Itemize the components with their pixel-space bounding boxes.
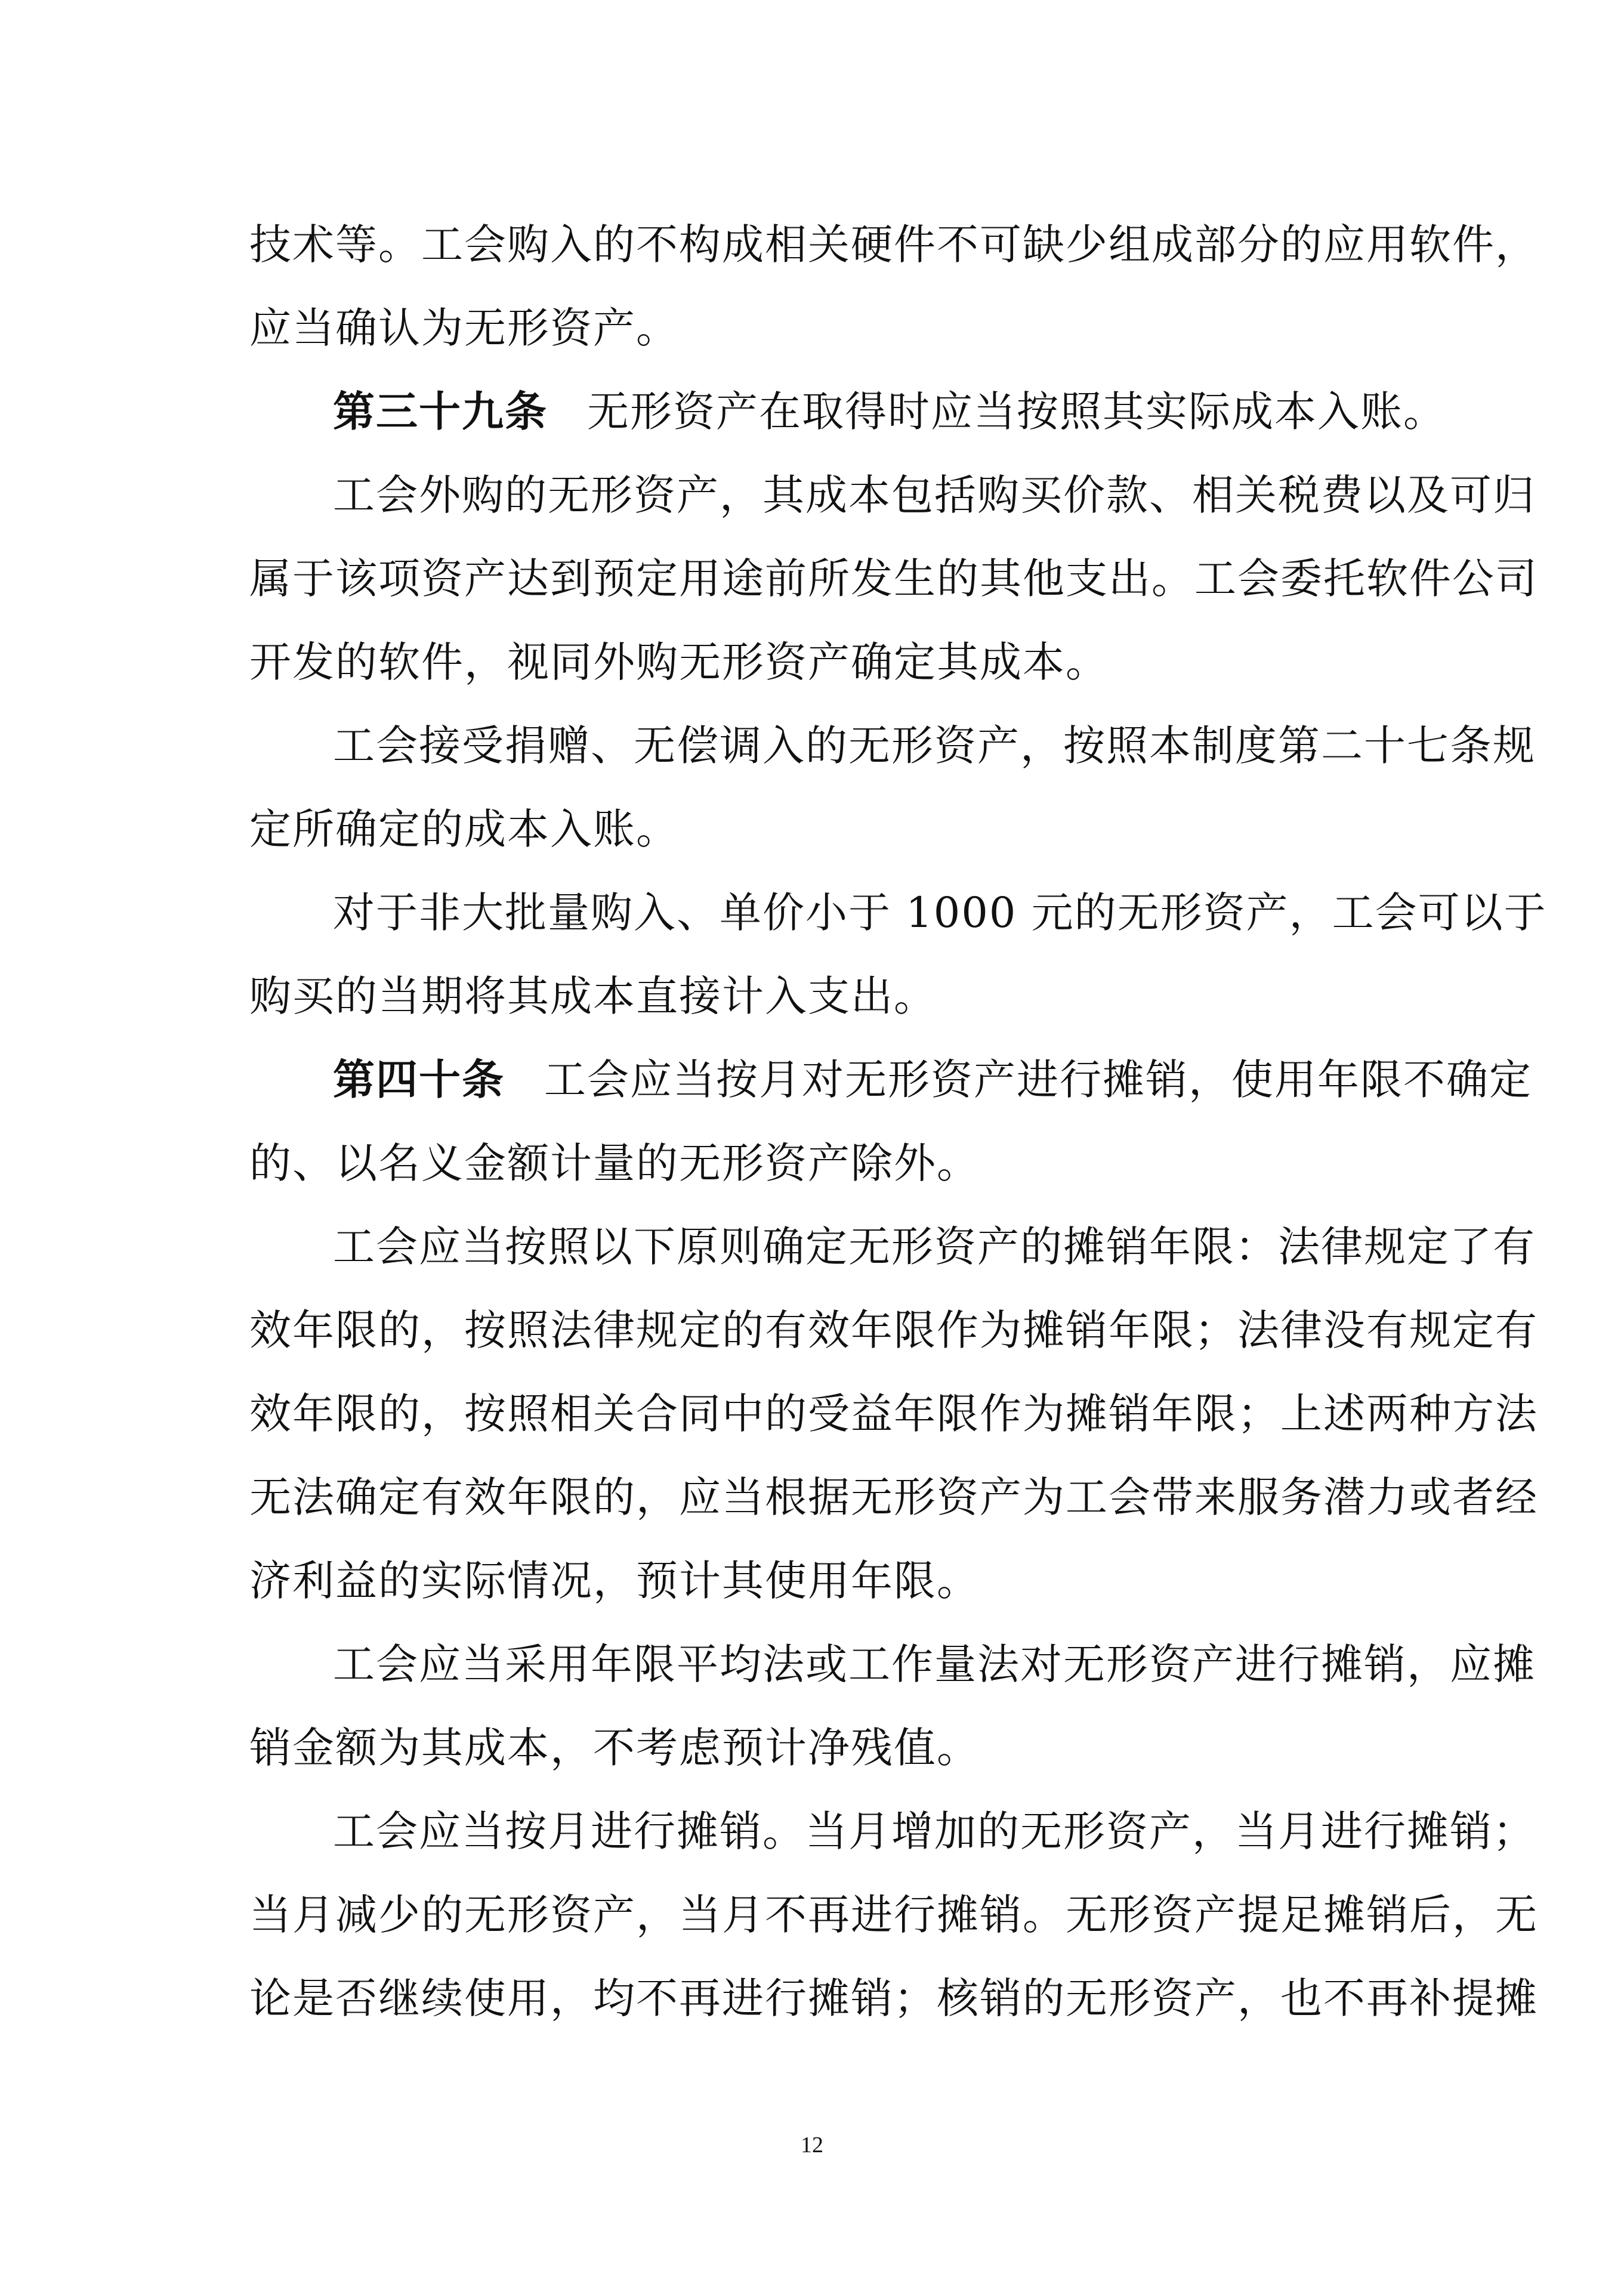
line-text: 无形资产在取得时应当按照其实际成本入账。: [587, 387, 1446, 436]
line-text: 的、以名义金额计量的无形资产除外。: [249, 1139, 980, 1188]
text-line: [249, 203, 1538, 286]
text-line: [249, 537, 1538, 620]
line-text: 技术等。工会购入的不构成相关硬件不可缺少组成部分的应用软件，: [249, 220, 1538, 269]
text-line: [249, 704, 1536, 787]
text-line: [249, 453, 1536, 537]
line-text: 工会接受捐赠、无偿调入的无形资产，按照本制度第二十七条规: [333, 721, 1536, 770]
text-line: [249, 620, 1383, 704]
article-heading: 第三十九条: [333, 387, 548, 436]
text-line: [249, 871, 1547, 954]
text-line: [249, 787, 1383, 871]
text-line: [249, 1038, 1532, 1121]
line-text: 当月减少的无形资产，当月不再进行摊销。无形资产提足摊销后，无: [249, 1890, 1538, 1939]
page-number: 12: [801, 2133, 823, 2158]
text-line: [249, 1539, 1383, 1623]
line-text: 工会应当按照以下原则确定无形资产的摊销年限：法律规定了有: [333, 1222, 1536, 1271]
line-text: 工会外购的无形资产，其成本包括购买价款、相关税费以及可归: [333, 471, 1536, 520]
line-text: 定所确定的成本入账。: [249, 805, 679, 854]
line-text: 应当确认为无形资产。: [249, 304, 679, 353]
line-text: 济利益的实际情况，预计其使用年限。: [249, 1556, 980, 1605]
text-line: [249, 1706, 1383, 1790]
line-text: 工会应当按月对无形资产进行摊销，使用年限不确定: [544, 1055, 1532, 1104]
text-line: [249, 1372, 1538, 1456]
line-text: 开发的软件，视同外购无形资产确定其成本。: [249, 638, 1109, 687]
line-text: 工会应当按月进行摊销。当月增加的无形资产，当月进行摊销；: [333, 1807, 1536, 1856]
text-line: [249, 1456, 1538, 1539]
text-line: [249, 1205, 1536, 1288]
line-text: 对于非大批量购入、单价小于 1000 元的无形资产，工会可以于: [333, 888, 1547, 937]
text-line: [249, 1790, 1536, 1873]
text-line: [249, 370, 1446, 453]
line-text: 工会应当采用年限平均法或工作量法对无形资产进行摊销，应摊: [333, 1640, 1536, 1689]
line-text: 论是否继续使用，均不再进行摊销；核销的无形资产，也不再补提摊: [249, 1974, 1538, 2023]
body-text: [249, 203, 1547, 2040]
text-line: [249, 286, 1383, 370]
text-line: [249, 1873, 1538, 1957]
line-text: 属于该项资产达到预定用途前所发生的其他支出。工会委托软件公司: [249, 554, 1538, 603]
line-text: 销金额为其成本，不考虑预计净残值。: [249, 1723, 980, 1772]
text-line: [249, 954, 1383, 1038]
text-line: [249, 1623, 1536, 1706]
line-text: 效年限的，按照法律规定的有效年限作为摊销年限；法律没有规定有: [249, 1306, 1538, 1355]
line-text: 购买的当期将其成本直接计入支出。: [249, 972, 937, 1021]
line-text: 无法确定有效年限的，应当根据无形资产为工会带来服务潜力或者经: [249, 1473, 1538, 1522]
text-line: [249, 1957, 1538, 2040]
article-heading: 第四十条: [333, 1055, 505, 1104]
text-line: [249, 1288, 1538, 1372]
line-text: 效年限的，按照相关合同中的受益年限作为摊销年限；上述两种方法: [249, 1389, 1538, 1438]
text-line: [249, 1121, 1383, 1205]
